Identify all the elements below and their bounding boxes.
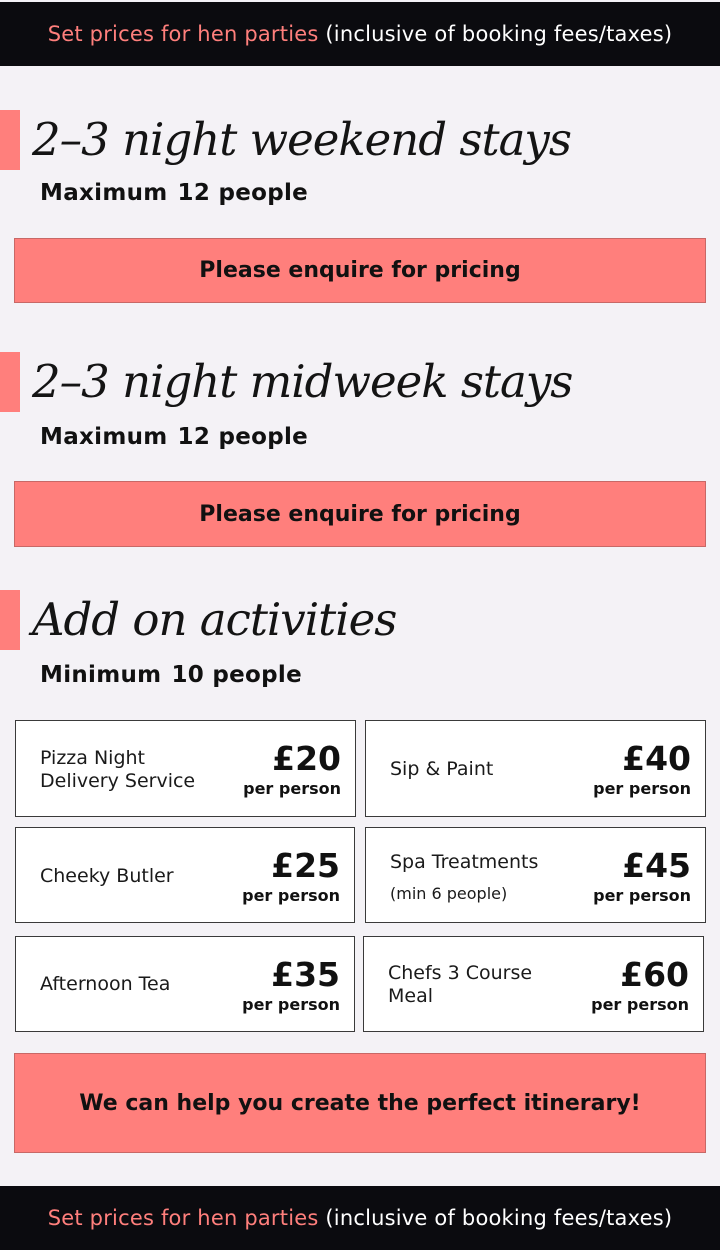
activity-price: £60 bbox=[620, 955, 689, 994]
weekend-enquire-button[interactable]: Please enquire for pricing bbox=[14, 238, 706, 303]
activity-price: £45 bbox=[622, 846, 691, 885]
activity-name: Chefs 3 Course Meal bbox=[388, 962, 533, 1007]
activity-name: Sip & Paint bbox=[390, 758, 494, 780]
activity-name: Spa Treatments bbox=[390, 851, 539, 873]
activity-price: £40 bbox=[622, 739, 691, 778]
activity-card-sip-and-paint[interactable] bbox=[365, 720, 706, 817]
activity-card-spa-treatments[interactable] bbox=[365, 827, 706, 923]
banner-highlight: Set prices for hen parties bbox=[47, 1206, 319, 1230]
activity-price: £25 bbox=[271, 846, 340, 885]
weekend-capacity bbox=[40, 180, 308, 206]
activity-name: Afternoon Tea bbox=[40, 973, 171, 995]
addons-capacity bbox=[40, 662, 302, 688]
capacity-label: Maximum bbox=[40, 180, 168, 206]
bottom-banner bbox=[0, 1186, 720, 1250]
activity-card-pizza-night[interactable] bbox=[15, 720, 356, 817]
top-banner bbox=[0, 2, 720, 66]
accent-bar bbox=[0, 590, 20, 650]
activity-price-unit: per person bbox=[242, 995, 340, 1014]
activity-card-cheeky-butler[interactable] bbox=[15, 827, 355, 923]
activity-price: £20 bbox=[272, 739, 341, 778]
itinerary-help-button[interactable]: We can help you create the perfect itinerary! bbox=[14, 1053, 706, 1153]
capacity-label: Maximum bbox=[40, 424, 168, 450]
activity-price-unit: per person bbox=[242, 886, 340, 905]
midweek-capacity bbox=[40, 424, 308, 450]
activity-price-unit: per person bbox=[593, 886, 691, 905]
accent-bar bbox=[0, 352, 20, 412]
activity-price-unit: per person bbox=[243, 779, 341, 798]
capacity-value: 10 people bbox=[171, 662, 302, 688]
banner-highlight: Set prices for hen parties bbox=[47, 22, 319, 46]
activity-price-unit: per person bbox=[593, 779, 691, 798]
section-title: 2–3 night weekend stays bbox=[32, 113, 571, 166]
activity-name: Cheeky Butler bbox=[40, 865, 174, 887]
midweek-stays-heading bbox=[0, 352, 720, 412]
activity-price-unit: per person bbox=[591, 995, 689, 1014]
capacity-value: 12 people bbox=[177, 180, 309, 206]
capacity-value: 12 people bbox=[177, 424, 309, 450]
activity-card-chefs-meal[interactable] bbox=[363, 936, 704, 1032]
activity-note: (min 6 people) bbox=[390, 884, 508, 903]
midweek-enquire-button[interactable]: Please enquire for pricing bbox=[14, 481, 706, 547]
section-title: 2–3 night midweek stays bbox=[32, 355, 573, 408]
section-title: Add on activities bbox=[32, 593, 397, 646]
activity-price: £35 bbox=[271, 955, 340, 994]
activity-card-afternoon-tea[interactable] bbox=[15, 936, 355, 1032]
banner-note: (inclusive of booking fees/taxes) bbox=[325, 22, 673, 46]
weekend-stays-heading bbox=[0, 110, 720, 170]
accent-bar bbox=[0, 110, 20, 170]
addons-heading bbox=[0, 590, 720, 650]
activity-name-block bbox=[390, 851, 538, 905]
banner-note: (inclusive of booking fees/taxes) bbox=[325, 1206, 673, 1230]
capacity-label: Minimum bbox=[40, 662, 162, 688]
activity-name: Pizza Night Delivery Service bbox=[40, 747, 196, 792]
